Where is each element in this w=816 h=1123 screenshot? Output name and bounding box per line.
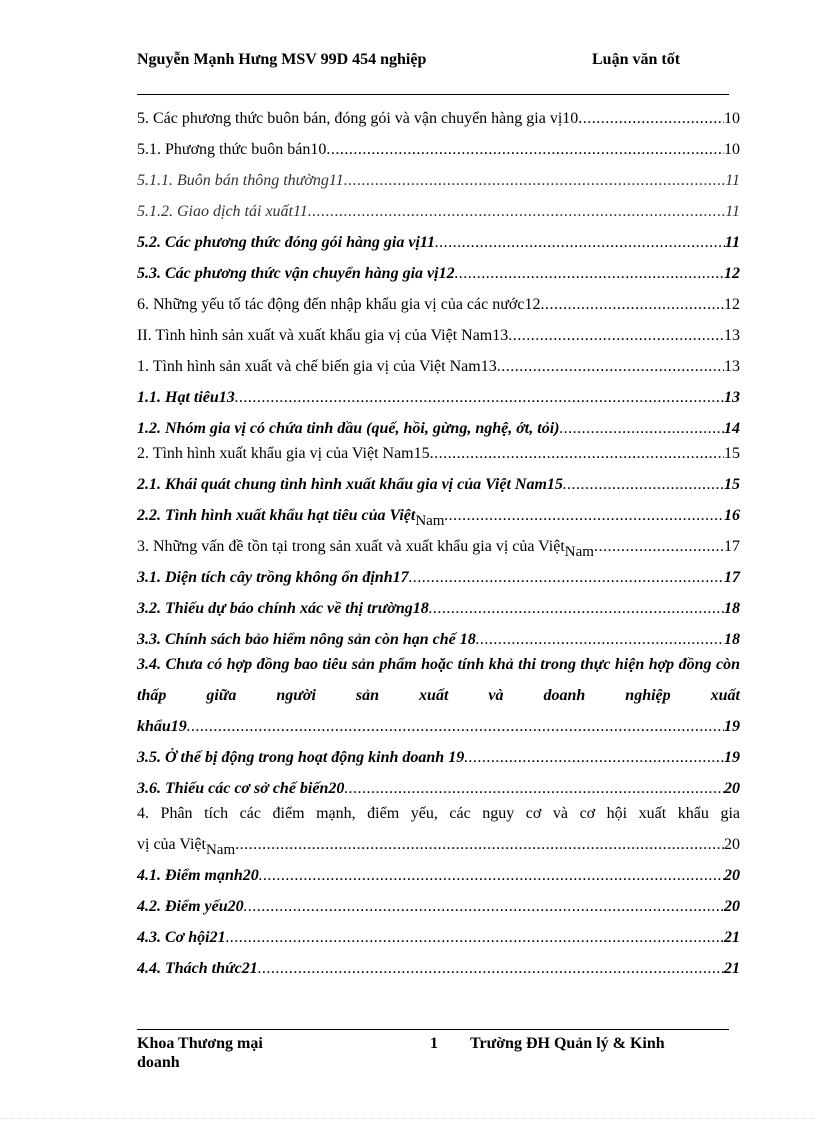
toc-entry-title: 1. Tình hình sản xuất và chế biến gia vị của Việt Nam13 xyxy=(137,358,497,375)
toc-entry[interactable] xyxy=(137,885,740,916)
toc-page-number: 17 xyxy=(724,538,740,555)
toc-leader xyxy=(444,507,724,525)
toc-leader xyxy=(464,749,724,767)
toc-entry[interactable] xyxy=(137,97,740,128)
toc-page-number: 12 xyxy=(724,265,740,282)
toc-leader xyxy=(476,631,724,649)
footer-left-text: Khoa Thương mại doanh xyxy=(137,1035,263,1071)
toc-entry-title: khẩu19 xyxy=(137,718,187,735)
toc-page-number: 19 xyxy=(724,718,740,735)
toc-page-number: 21 xyxy=(724,929,740,946)
toc-entry-title: 2. Tình hình xuất khẩu gia vị của Việt Nam15 xyxy=(137,445,430,462)
footer-right-text: Trường ĐH Quản lý & Kinh xyxy=(470,1035,665,1052)
toc-page-number: 10 xyxy=(724,141,740,158)
header-left-text: Nguyễn Mạnh Hưng MSV 99D 454 nghiệp xyxy=(137,51,427,68)
toc-page-number: 11 xyxy=(725,203,740,220)
toc-leader xyxy=(563,476,724,494)
toc-leader xyxy=(226,929,724,947)
toc-leader xyxy=(435,234,725,252)
toc-entry-title: 3.3. Chính sách bảo hiểm nông sản còn hạn chế 18 xyxy=(137,631,476,648)
toc-page-number: 10 xyxy=(724,110,740,127)
toc-entry-title: 2.2. Tình hình xuất khẩu hạt tiêu của Việt xyxy=(137,507,416,524)
toc-leader xyxy=(244,898,724,916)
toc-entry[interactable] xyxy=(137,283,740,314)
toc-leader xyxy=(259,867,724,885)
toc-entry-title: 5.1. Phương thức buôn bán10 xyxy=(137,141,327,158)
toc-entry[interactable] xyxy=(137,916,740,947)
toc-page-number: 18 xyxy=(724,600,740,617)
toc-entry-title: 1.1. Hạt tiêu13 xyxy=(137,389,235,406)
toc-entry-title: II. Tình hình sản xuất và xuất khẩu gia vị của Việt Nam13 xyxy=(137,327,509,344)
toc-entry-title: 6. Những yếu tố tác động đến nhập khẩu gia vị của các nước12 xyxy=(137,296,541,313)
toc-page-number: 14 xyxy=(724,420,740,437)
toc-entry-title: 5.2. Các phương thức đóng gói hàng gia vị11 xyxy=(137,234,436,251)
header-divider xyxy=(137,94,729,95)
toc-entry-title: 3.6. Thiếu các cơ sở chế biến20 xyxy=(137,780,345,797)
toc-entry[interactable] xyxy=(137,463,740,494)
toc-leader xyxy=(430,445,724,463)
toc-leader xyxy=(409,569,724,587)
toc-page-number: 16 xyxy=(724,507,740,524)
toc-entry[interactable] xyxy=(137,407,740,438)
toc-entry-title: 5.1.2. Giao dịch tái xuất11 xyxy=(137,203,308,220)
toc-entry[interactable] xyxy=(137,252,740,283)
toc-entry-title: 3.5. Ở thế bị động trong hoạt động kinh doanh 19 xyxy=(137,749,465,766)
toc-leader xyxy=(344,172,725,190)
toc-page-number: 20 xyxy=(724,898,740,915)
toc-page-number: 11 xyxy=(724,234,740,251)
toc-page-number: 20 xyxy=(724,780,740,797)
toc-entry[interactable] xyxy=(137,494,740,529)
toc-leader xyxy=(540,296,724,314)
toc-entry[interactable] xyxy=(137,438,740,463)
toc-entry-title: 4.4. Thách thức21 xyxy=(137,960,258,977)
toc-entry-title: 3.1. Diện tích cây trồng không ổn định17 xyxy=(137,569,409,586)
toc-entry[interactable] xyxy=(137,376,740,407)
toc-page-number: 20 xyxy=(724,867,740,884)
toc-entry[interactable] xyxy=(137,221,740,252)
toc-leader xyxy=(308,203,725,221)
toc-leader xyxy=(455,265,724,283)
footer-page-number: 1 xyxy=(430,1035,438,1052)
toc-entry-multiline[interactable]: 3.4. Chưa có hợp đồng bao tiêu sản phẩm hoặc tính khả thi trong thực hiện hợp đồng còn thấp giữa người sản xuất và doanh nghiệp xuất xyxy=(137,656,740,704)
toc-entry-subscript: Nam xyxy=(205,842,236,858)
toc-page-number: 11 xyxy=(725,172,740,189)
toc-entry[interactable] xyxy=(137,767,740,798)
toc-page-number: 19 xyxy=(724,749,740,766)
toc-entry-title: 5.3. Các phương thức vận chuyển hàng gia vị12 xyxy=(137,265,455,282)
toc-entry[interactable] xyxy=(137,711,740,736)
toc-entry-title: 2.1. Khái quát chung tình hình xuất khẩu gia vị của Việt Nam15 xyxy=(137,476,563,493)
toc-page-number: 13 xyxy=(724,327,740,344)
toc-leader xyxy=(559,420,724,438)
toc-page-number: 15 xyxy=(724,476,740,493)
toc-entry[interactable] xyxy=(137,314,740,345)
toc-page-number: 20 xyxy=(724,836,740,853)
toc-entry[interactable] xyxy=(137,556,740,587)
toc-page-number: 13 xyxy=(724,389,740,406)
toc-leader xyxy=(258,960,724,978)
toc-leader xyxy=(429,600,724,618)
toc-entry[interactable] xyxy=(137,587,740,618)
toc-entry[interactable] xyxy=(137,618,740,649)
toc-leader xyxy=(497,358,724,376)
toc-entry-title: 5. Các phương thức buôn bán, đóng gói và vận chuyển hàng gia vị10 xyxy=(137,110,579,127)
toc-page-number: 17 xyxy=(724,569,740,586)
toc-entry-multiline[interactable]: 4. Phân tích các điểm mạnh, điểm yếu, các nguy cơ và cơ hội xuất khẩu gia xyxy=(137,805,740,822)
toc-page-number: 12 xyxy=(724,296,740,313)
toc-page-number: 21 xyxy=(724,960,740,977)
toc-entry[interactable] xyxy=(137,829,740,858)
toc-entry-title: 5.1.1. Buôn bán thông thường11 xyxy=(137,172,344,189)
toc-entry-title: 4.1. Điểm mạnh20 xyxy=(137,867,259,884)
toc-entry[interactable] xyxy=(137,947,740,978)
toc-page-number: 15 xyxy=(724,445,740,462)
toc-leader xyxy=(235,389,724,407)
toc-entry-title: 4.2. Điểm yếu20 xyxy=(137,898,244,915)
toc-leader xyxy=(235,836,724,854)
toc-entry[interactable] xyxy=(137,736,740,767)
toc-entry-title: 4.3. Cơ hội21 xyxy=(137,929,226,946)
toc-entry[interactable] xyxy=(137,190,740,221)
toc-entry[interactable] xyxy=(137,345,740,376)
toc-leader xyxy=(594,538,724,556)
header-right-text: Luận văn tốt xyxy=(592,51,681,68)
toc-entry-title: 1.2. Nhóm gia vị có chứa tinh dầu (quế, hồi, gừng, nghệ, ớt, tỏi) xyxy=(137,420,560,437)
toc-page-number: 18 xyxy=(724,631,740,648)
toc-leader xyxy=(508,327,724,345)
toc-entry-title: 3.2. Thiếu dự báo chính xác về thị trường18 xyxy=(137,600,429,617)
toc-leader xyxy=(578,110,724,128)
toc-entry-subscript: Nam xyxy=(564,544,594,560)
toc-leader xyxy=(326,141,724,159)
toc-entry[interactable] xyxy=(137,128,740,159)
toc-leader xyxy=(187,718,724,736)
toc-entry-subscript: Nam xyxy=(415,513,445,529)
footer-divider xyxy=(137,1029,729,1030)
table-of-contents xyxy=(137,97,740,978)
toc-leader xyxy=(344,780,724,798)
toc-entry-title: 3. Những vấn đề tồn tại trong sản xuất và xuất khẩu gia vị của Việt xyxy=(137,538,565,555)
toc-entry[interactable] xyxy=(137,159,740,190)
page-bottom-edge xyxy=(0,1118,816,1119)
toc-page-number: 13 xyxy=(724,358,740,375)
toc-entry-title: vị của Việt xyxy=(137,836,206,853)
